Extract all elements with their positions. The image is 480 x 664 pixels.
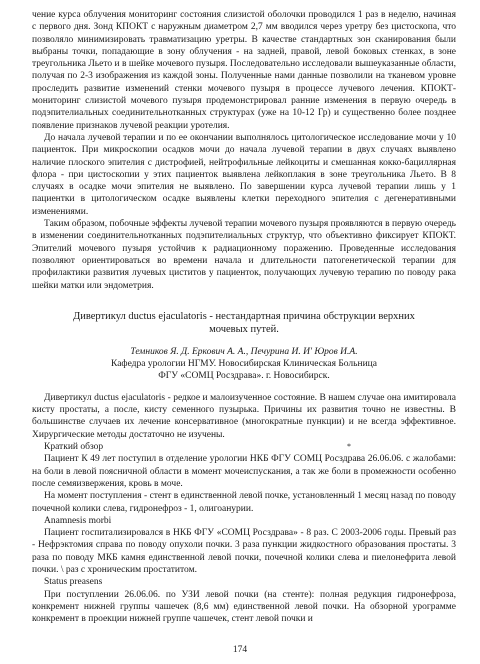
article-title: Дивертикул ductus ejaculatoris - нестандартная причина обструкции верхних мочевых путей. xyxy=(73,310,415,335)
paragraph-intro: Дивертикул ductus ejaculatoris - редкое и малоизученное состояние. В нашем случае она имитировала кисту простаты, а после, кисту семенного пузырька. Причины их развития точно не известны. В большинстве случаев их лечение консервативное (многократные пункции) и не всегда эффективное. Хирургические методы достаточно не изучены. xyxy=(32,392,456,440)
paragraph-status: При поступлении 26.06.06. по УЗИ левой почки (на стенте): полная редукция гидронефроза, конкремент нижней группы чашечек (8,6 мм) единственной левой почки. На обзорной урограмме конкремент в проекции нижней группе чашечек, стент левой почки и xyxy=(32,589,456,625)
article-authors: Темников Я. Д. Еркович А. А., Печурина И. И' Юров И.А. xyxy=(130,346,358,357)
footnote-star-mark: * xyxy=(347,442,351,451)
heading-brief-review: Краткий обзор xyxy=(44,442,104,453)
affiliation-department: Кафедра урологии НГМУ. Новосибирская Клиническая Больница xyxy=(111,358,377,369)
page-number: 174 xyxy=(232,645,248,655)
paragraph-monitoring: чение курса облучения мониторинг состояния слизистой оболочки проводился 1 раз в неделю, начиная с первого дня. Зонд КПОКТ с наружным диаметром 2,7 мм вводился через уретру без цистоскопа, что позволяло минимизировать травматизацию уретры. В качестве стандартных зон сканирования были выбраны точки, попадающие в зону облучения - на задней, правой, левой боковых стенках, в зоне треугольника Льето и в шейке мочевого пузыря. Последовательно исследовали вышеуказанные области, получая по 2-3 изображения из каждой зоны. Полученные нами данные позволили на тканевом уровне проследить развитие изменений стенки мочевого пузыря в процессе лучевого лечения. КПОКТ-мониторинг слизистой мочевого пузыря продемонстрировал ранние изменения в первую очередь в подэпителиальных соединительнотканных структурах (уже на 10-12 Гр) и существенно более позднее появление признаков лучевой реакции уротелия. xyxy=(32,10,456,131)
paragraph-anamnesis: Пациент госпитализировался в НКБ ФГУ «СОМЦ Росздрава» - 8 раз. С 2003-2006 годы. Превый раз - Нефрэктомия справа по поводу опухоли почки. 3 раза пункции жидкостного образования простаты. 3 раза по поводу МКБ камня единственной левой почки, почечной колики слева и пиелонефрита левой почки. \ раз с хроническим простатитом. xyxy=(32,528,456,575)
section-gap xyxy=(32,292,456,304)
heading-status: Status preasens xyxy=(44,577,103,588)
paragraph-cytology: До начала лучевой терапии и по ее окончании выполнялось цитологическое исследование мочи у 10 пациенток. При микроскопии осадков мочи до начала лучевой терапии в двух случаях выявлено наличие плоского эпителия с дистрофией, нейтрофильные лейкоциты и смешанная кокко-бациллярная флора - при цистоскопии у этих пациенток выявлена лейкоплакия в зоне треугольника Льето. В 8 случаях в осадке мочи эпителия не выявлено. По завершении курса лучевой терапии лишь у 1 пациентки в цитологическом осадке выявлены клетки переходного эпителия с дегенеративными изменениями. xyxy=(32,132,456,217)
heading-anamnesis: Anamnesis morbi xyxy=(44,515,112,526)
section-gap xyxy=(32,382,456,392)
affiliation-institution: ФГУ «СОМЦ Росздрава». г. Новосибирск. xyxy=(158,370,330,381)
paragraph-patient-admission: Пациент К 49 лет поступил в отделение урологии НКБ ФГУ СОМЦ Росздрава 26.06.06. с жалобами: на боли в левой поясничной области в момент мочеиспускания, а так же боли в промежности особенно после семяизвержения, кровь в моче. xyxy=(32,454,456,489)
paragraph-conclusion: Таким образом, побочные эффекты лучевой терапии мочевого пузыря проявляются в первую очередь в изменении соединительнотканных подэпителиальных структур, что объективно фиксирует КПОКТ. Эпителий мочевого пузыря устойчив к радиационному поражению. Проведенные исследования позволяют ориентироваться во времени начала и длительности патогенетической терапии для профилактики развития лучевых циститов у пациенток, получающих лучевую терапию по поводу рака шейки матки или эндометрия. xyxy=(32,219,456,291)
paragraph-admission-status: На момент поступления - стент в единственной левой почке, установленный 1 месяц назад по поводу почечной колики слева, гидронефроз - 1, олигоанурии. xyxy=(32,491,456,514)
